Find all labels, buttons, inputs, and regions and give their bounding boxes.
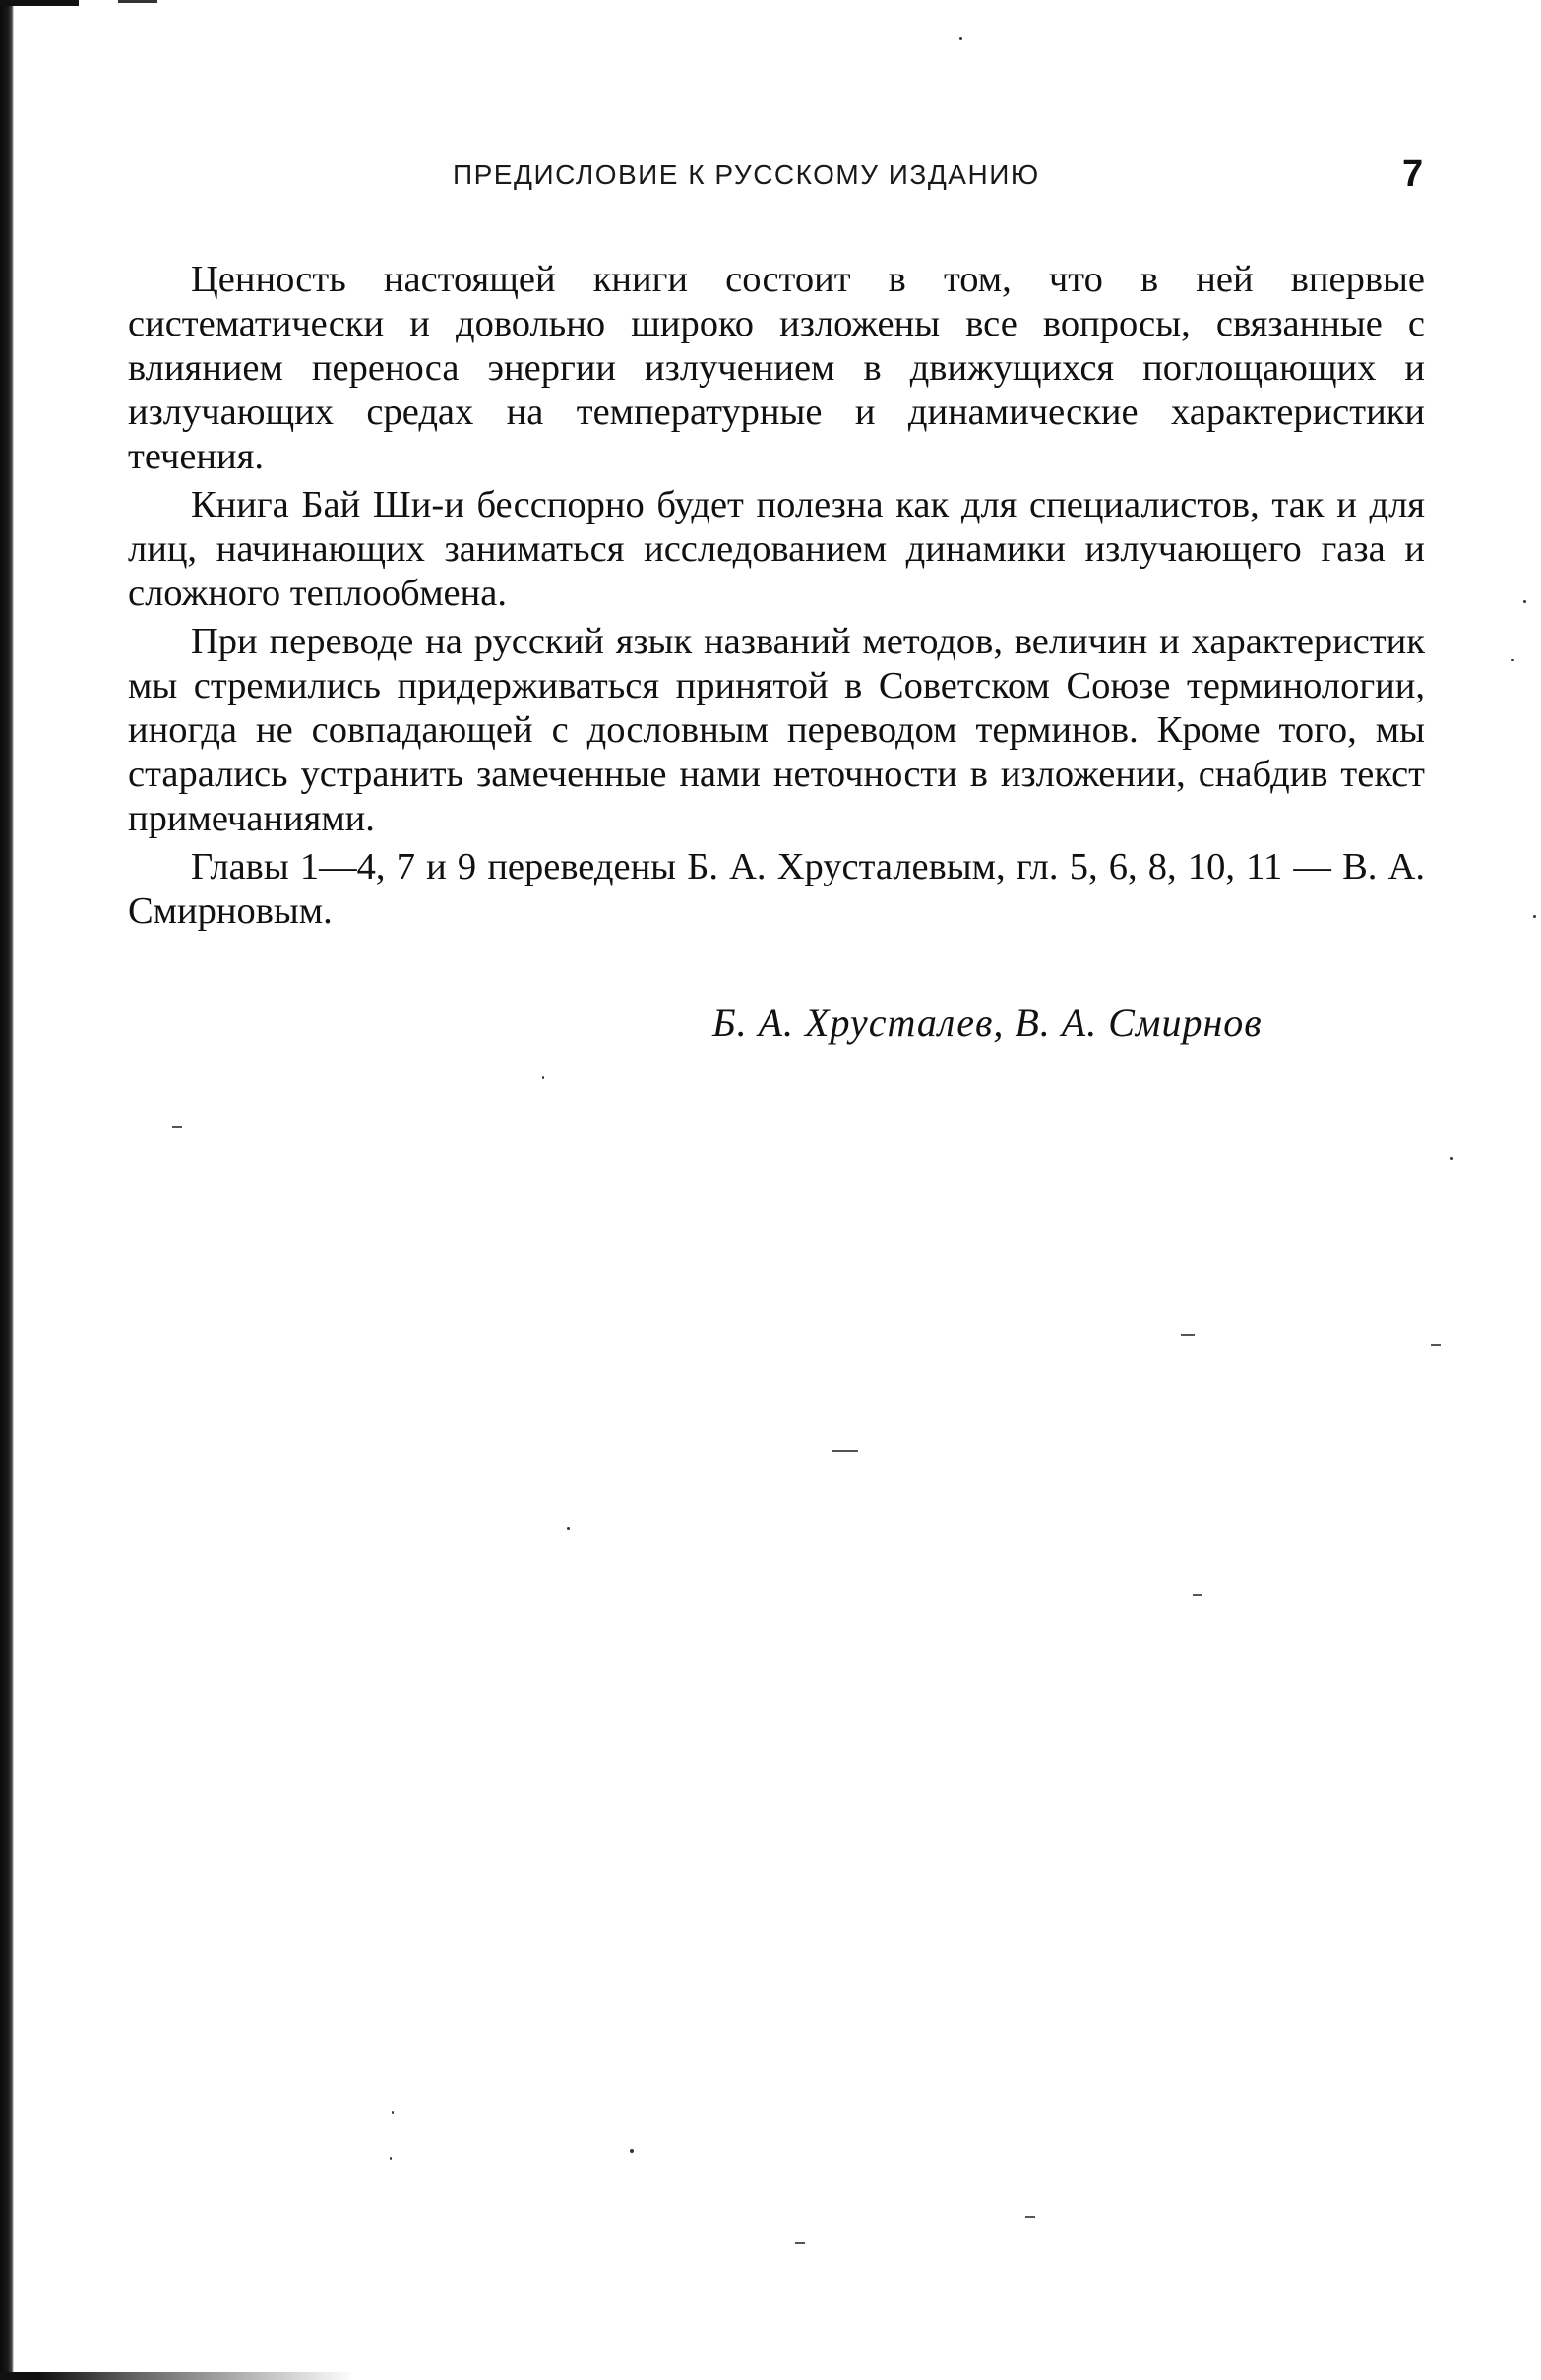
scan-dash [172,1126,182,1128]
scan-speck [390,2157,392,2160]
paragraph-1: Ценность настоящей книги состоит в том, что в ней впервые систематически и довольно широко изложены все вопросы, связанные с влиянием переноса энергии излучением в движущихся поглощающих и излучающих средах на температурные и динамические характеристики течения. [128,259,1425,477]
scan-dash [1025,2216,1035,2218]
scan-speck [1523,600,1526,603]
binding-edge [0,0,14,2380]
scan-dash [1193,1594,1202,1596]
scan-speck [959,37,962,40]
scan-speck [567,1527,570,1530]
page-number: 7 [1402,153,1424,195]
scan-dash [832,1450,858,1452]
scan-speck [1533,915,1536,918]
paragraph-3: При переводе на русский язык названий методов, величин и характеристик мы стремились придерживаться принятой в Советском Союзе терминологии, иногда не совпадающей с дословным переводом терминов. Кроме того, мы старались устранить замеченные нами неточности в изложении, снабдив текст примечаниями. [128,621,1425,839]
scan-top-mark [118,0,157,3]
paragraph-2: Книга Бай Ши-и бесспорно будет полезна как для специалистов, так и для лиц, начинающих заниматься исследованием динамики излучающего газа и сложного теплообмена. [128,484,1425,614]
paragraph-4: Главы 1—4, 7 и 9 переведены Б. А. Хрусталевым, гл. 5, 6, 8, 10, 11 — В. А. Смирновым. [128,846,1425,932]
scan-dash [795,2242,805,2244]
scan-speck [630,2149,634,2153]
scan-speck [392,2111,394,2114]
scan-top-edge [0,0,79,6]
body-text [128,258,1425,934]
running-head: ПРЕДИСЛОВИЕ К РУССКОМУ ИЗДАНИЮ [453,159,1040,190]
scan-speck [1450,1157,1453,1160]
page-header [0,153,1541,203]
scan-dash [1431,1344,1441,1346]
scan-speck [542,1076,544,1079]
scan-bottom-edge [0,2372,354,2380]
scan-speck [1511,659,1514,661]
translators-signature: Б. А. Хрусталев, В. А. Смирнов [712,1001,1263,1045]
scan-dash [1181,1334,1195,1336]
